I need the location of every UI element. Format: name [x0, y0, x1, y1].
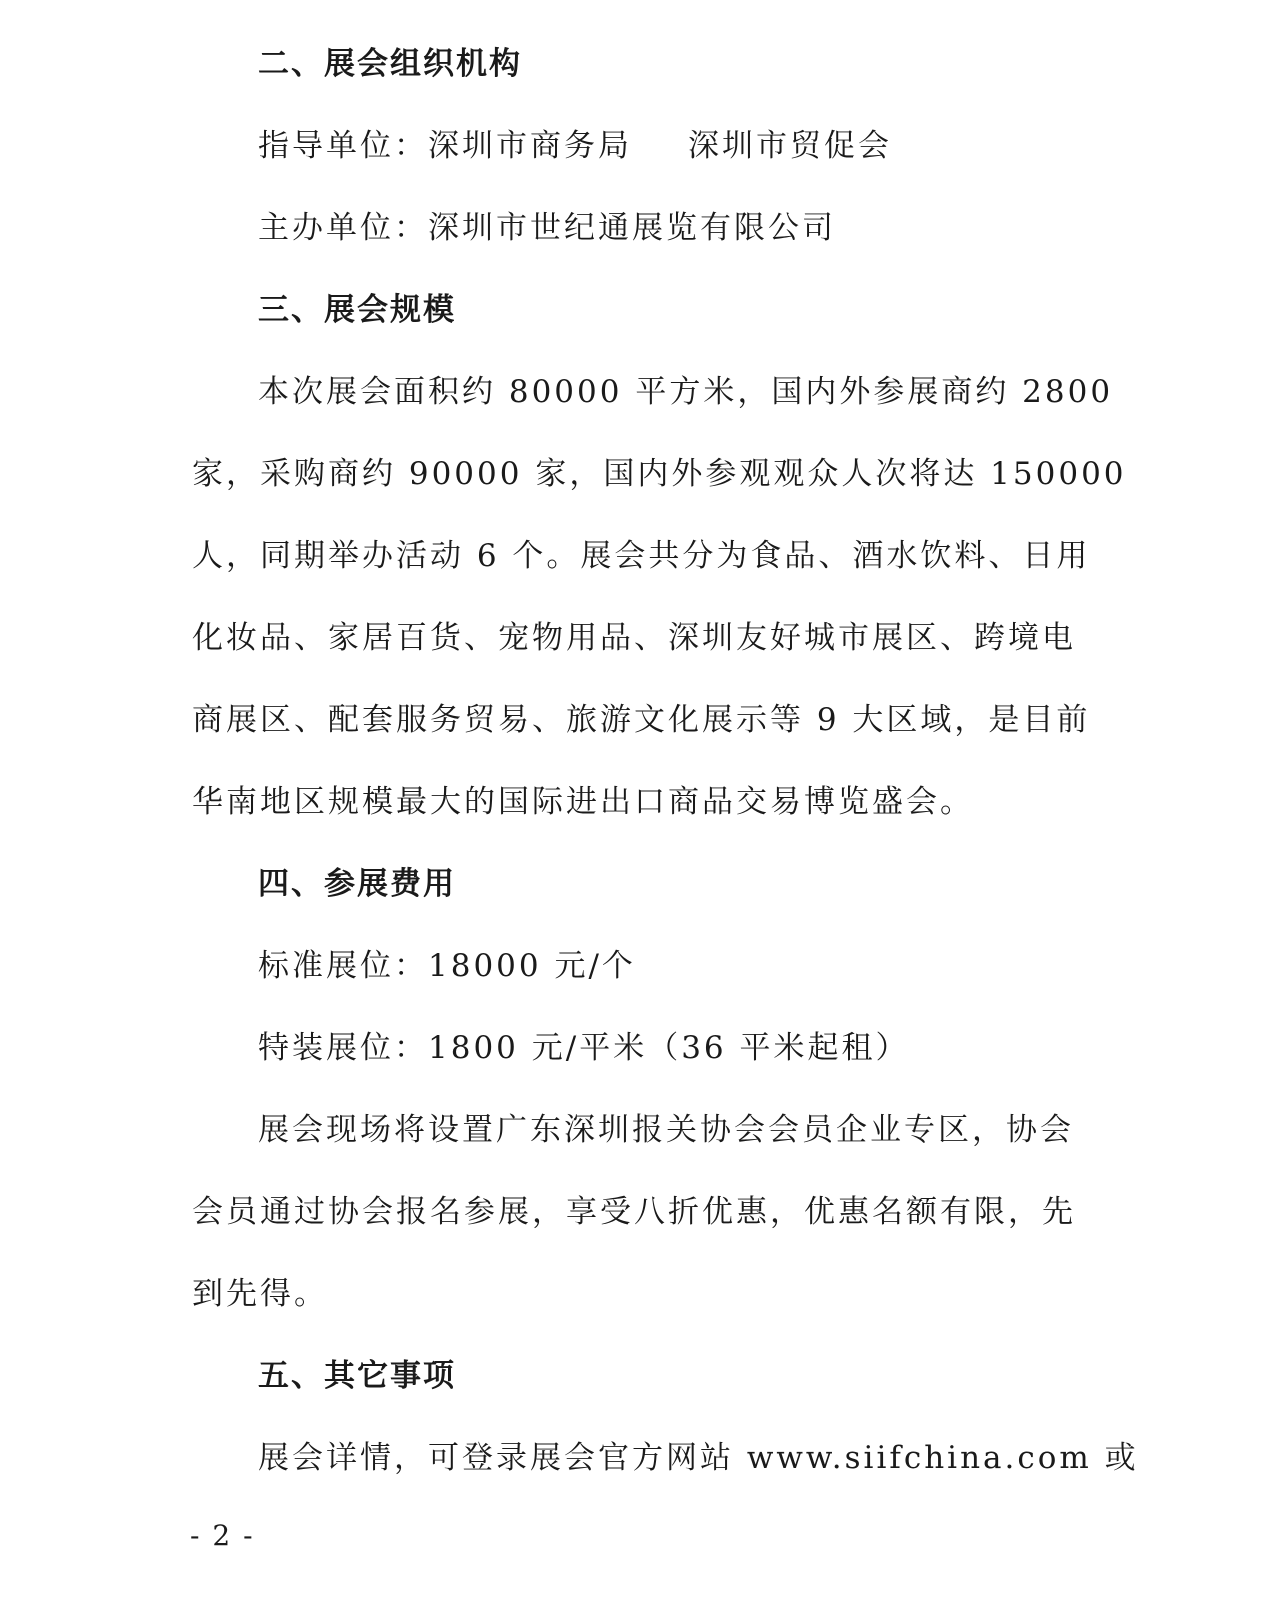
- guide-units-line: [258, 126, 892, 166]
- special-booth-fee: 特装展位：1800 元/平米（36 平米起租）: [258, 1030, 910, 1066]
- section-heading-fees: 四、参展费用: [258, 866, 456, 902]
- host-unit-line: 主办单位：深圳市世纪通展览有限公司: [258, 210, 836, 246]
- scale-paragraph-line: 家，采购商约 90000 家，国内外参观观众人次将达 150000: [192, 456, 1127, 492]
- fees-paragraph-line: 到先得。: [192, 1276, 328, 1312]
- guide-unit-commerce-bureau: 深圳市商务局: [428, 128, 632, 164]
- scale-paragraph-line: 化妆品、家居百货、宠物用品、深圳友好城市展区、跨境电: [192, 620, 1076, 656]
- guide-units-label: 指导单位：: [258, 128, 428, 164]
- scale-paragraph-line: 本次展会面积约 80000 平方米，国内外参展商约 2800: [258, 374, 1114, 410]
- standard-booth-fee: 标准展位：18000 元/个: [258, 948, 636, 984]
- section-heading-other-matters: 五、其它事项: [258, 1358, 456, 1394]
- scale-paragraph-line: 华南地区规模最大的国际进出口商品交易博览盛会。: [192, 784, 974, 820]
- fees-paragraph-line: 展会现场将设置广东深圳报关协会会员企业专区，协会: [258, 1112, 1074, 1148]
- section-heading-scale: 三、展会规模: [258, 292, 456, 328]
- guide-unit-ccpit: 深圳市贸促会: [688, 128, 892, 164]
- scale-paragraph-line: 商展区、配套服务贸易、旅游文化展示等 9 大区域，是目前: [192, 702, 1091, 738]
- scale-paragraph-line: 人，同期举办活动 6 个。展会共分为食品、酒水饮料、日用: [192, 538, 1091, 574]
- page-number: - 2 -: [190, 1519, 255, 1552]
- other-matters-line: 展会详情，可登录展会官方网站 www.siifchina.com 或: [258, 1440, 1139, 1476]
- section-heading-organizers: 二、展会组织机构: [258, 46, 522, 82]
- fees-paragraph-line: 会员通过协会报名参展，享受八折优惠，优惠名额有限，先: [192, 1194, 1076, 1230]
